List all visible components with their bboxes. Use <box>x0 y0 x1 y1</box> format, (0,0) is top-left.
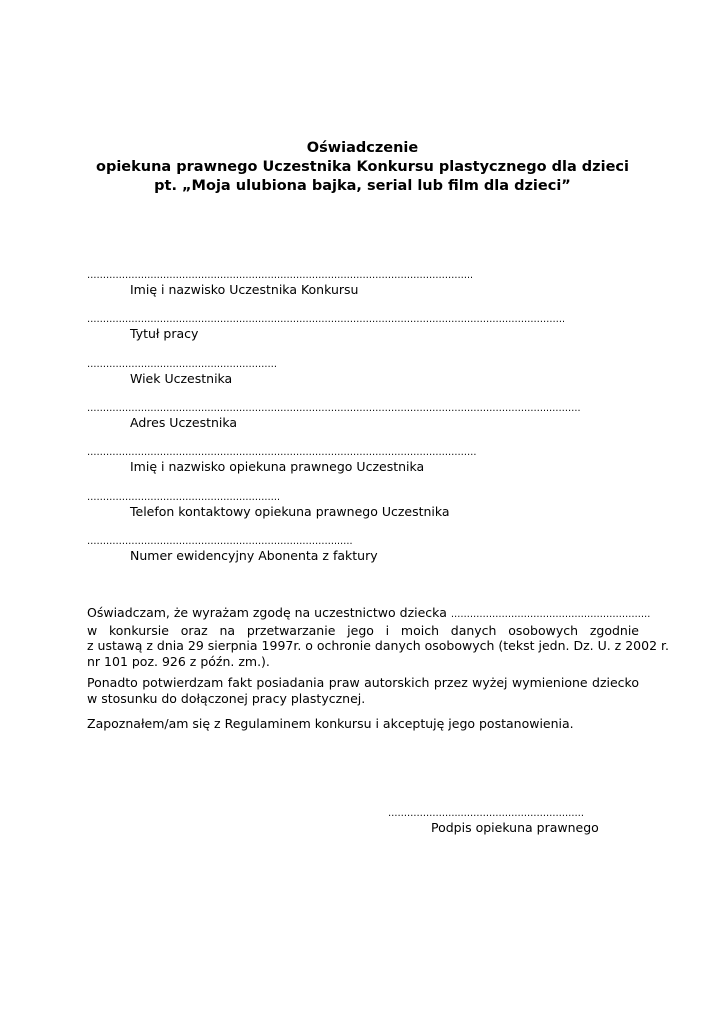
authorship-line-2: w stosunku do dołączonej pracy plastycznej. <box>87 690 366 706</box>
consent-line-1 <box>87 605 651 623</box>
authorship-line-1: Ponadto potwierdzam fakt posiadania praw autorskich przez wyżej wymienione dziecko <box>87 675 639 690</box>
consent-line-4: nr 101 poz. 926 z późn. zm.). <box>87 653 270 669</box>
guardian-phone-field[interactable]: ……………………………………………………. <box>87 492 281 503</box>
rules-line: Zapoznałem/am się z Regulaminem konkursu i akceptuję jego postanowienia. <box>87 716 574 731</box>
consent-text: Oświadczam, że wyrażam zgodę na uczestnictwo dziecka <box>87 605 447 620</box>
document-title: Oświadczenie <box>306 140 419 156</box>
subscriber-number-label: Numer ewidencyjny Abonenta z faktury <box>130 548 378 563</box>
guardian-phone-label: Telefon kontaktowy opiekuna prawnego Uczestnika <box>130 504 450 519</box>
document-subtitle: opiekuna prawnego Uczestnika Konkursu plastycznego dla dzieci <box>96 159 629 175</box>
signature-field[interactable]: …………………..………………………………… <box>388 808 585 819</box>
subscriber-number-field[interactable]: ……………………………………………………………………..…. <box>87 536 353 547</box>
participant-address-label: Adres Uczestnika <box>130 415 238 430</box>
authorship-paragraph <box>87 675 639 706</box>
consent-line-2: w konkursie oraz na przetwarzanie jego i moich danych osobowych zgodnie <box>87 622 639 638</box>
contest-name: pt. „Moja ulubiona bajka, serial lub film dla dzieci” <box>154 178 571 194</box>
participant-name-field[interactable]: ………………………………………………………………………………………………………….. <box>87 270 474 281</box>
participant-name-label: Imię i nazwisko Uczestnika Konkursu <box>130 282 359 297</box>
consent-paragraph <box>87 605 669 669</box>
rules-paragraph <box>87 716 639 732</box>
participant-age-field[interactable]: …………………………………………………… <box>87 359 277 370</box>
child-name-field[interactable]: ……………………………………………………… <box>450 609 651 620</box>
signature-label: Podpis opiekuna prawnego <box>431 820 599 835</box>
guardian-name-label: Imię i nazwisko opiekuna prawnego Uczestnika <box>130 459 425 474</box>
guardian-name-field[interactable]: …………………………………………………………………………………………………………… <box>87 447 477 458</box>
participant-age-label: Wiek Uczestnika <box>130 371 233 386</box>
participant-address-field[interactable]: ………………………………………………………………………………………………………………………………..………. <box>87 403 581 414</box>
work-title-field[interactable]: ……………………………………………………………………………………………………………………………………. <box>87 314 566 325</box>
work-title-label: Tytuł pracy <box>130 326 199 341</box>
consent-line-3: z ustawą z dnia 29 sierpnia 1997r. o ochronie danych osobowych (tekst jedn. Dz. U. z 2002 r. <box>87 638 669 653</box>
